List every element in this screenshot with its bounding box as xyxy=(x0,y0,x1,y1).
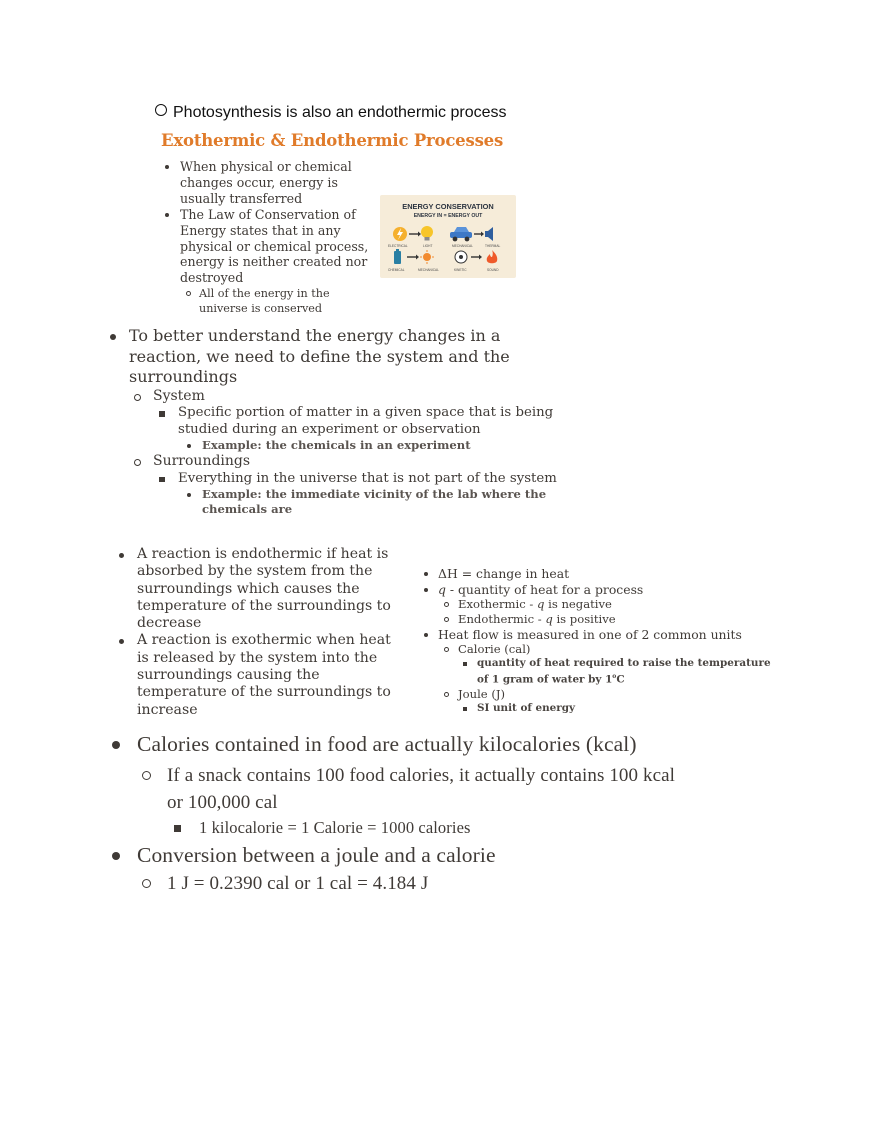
energy-label: LIGHT xyxy=(423,244,433,248)
energy-conservation-illustration xyxy=(380,195,516,278)
car-icon xyxy=(450,227,472,241)
list-item-text: Heat flow is measured in one of 2 common units xyxy=(438,626,742,642)
conversion-item: 1 J = 0.2390 cal or 1 cal = 4.184 J xyxy=(167,870,677,897)
sub-list xyxy=(458,642,778,715)
q-symbol: q xyxy=(537,597,545,611)
list-item-text: To better understand the energy changes in a reaction, we need to define the system and the surroundings xyxy=(129,326,510,386)
energy-label: CHEMICAL xyxy=(388,268,405,272)
joule-label: Joule (J) xyxy=(458,687,506,702)
energy-label: ELECTRICAL xyxy=(388,244,408,248)
list-item: ΔH = change in heat xyxy=(438,566,778,582)
list-item: A reaction is endothermic if heat is absorbed by the system from the surroundings which causes the temperature of the surroundings to decrease xyxy=(137,546,407,632)
conservation-list xyxy=(180,159,380,316)
sun-icon xyxy=(420,250,434,264)
system-item xyxy=(153,388,569,454)
sub-list-item xyxy=(458,597,778,612)
list-item-text: Conversion between a joule and a calorie xyxy=(137,843,496,867)
heat-terms-list xyxy=(438,566,778,715)
sub-list-text: If a snack contains 100 food calories, it actually contains 100 kcal or 100,000 cal xyxy=(167,765,676,813)
definition-text: Specific portion of matter in a given space that is being studied during an experiment or observation xyxy=(178,405,554,437)
speaker-icon xyxy=(485,227,493,241)
sub-list xyxy=(199,817,677,839)
list-item xyxy=(438,582,778,627)
energy-icons xyxy=(380,195,516,278)
sub-list xyxy=(178,471,569,518)
exo-sign: is negative xyxy=(544,597,612,611)
sub-list xyxy=(477,702,778,715)
energy-label: SOUND xyxy=(487,268,499,272)
intro-line xyxy=(155,104,507,122)
sub-list xyxy=(167,870,677,897)
list-item-text: Calories contained in food are actually kilocalories (kcal) xyxy=(137,732,637,756)
exo-label: Exothermic - xyxy=(458,597,537,611)
surroundings-label: Surroundings xyxy=(153,453,251,469)
arrow-icon xyxy=(474,232,484,237)
list-item: When physical or chemical changes occur, energy is usually transferred xyxy=(180,159,380,207)
arrow-icon xyxy=(407,255,419,260)
definition-text: quantity of heat required to raise the temperature of 1 gram of water by 1 xyxy=(477,656,771,686)
intro-text: Photosynthesis is also an endothermic process xyxy=(173,104,507,121)
system-definition xyxy=(178,405,569,453)
battery-icon xyxy=(394,249,401,264)
system-label: System xyxy=(153,387,205,404)
calorie-conversion-section xyxy=(137,730,677,897)
sub-list-item xyxy=(458,612,778,627)
hollow-bullet-icon xyxy=(155,104,167,116)
q-symbol: q xyxy=(545,611,553,626)
list-item xyxy=(137,841,677,897)
surroundings-item xyxy=(153,453,569,517)
sub-list xyxy=(202,438,569,453)
lightbulb-icon xyxy=(421,226,433,241)
list-item xyxy=(129,326,569,517)
example-item: Example: the immediate vicinity of the lab where the chemicals are xyxy=(202,487,569,517)
arrow-icon xyxy=(471,255,482,260)
list-item xyxy=(180,207,380,317)
sub-list xyxy=(202,487,569,517)
sub-list xyxy=(458,597,778,627)
soccer-ball-icon xyxy=(455,251,467,263)
sub-list-item xyxy=(167,762,677,839)
section-heading: Exothermic & Endothermic Processes xyxy=(161,131,504,150)
endo-exo-definitions xyxy=(137,546,407,719)
joule-item xyxy=(458,687,778,715)
celsius-unit: C xyxy=(616,673,625,686)
list-item xyxy=(438,627,778,716)
list-item-text: The Law of Conservation of Energy states that in any physical or chemical process, energy is neither created nor destroyed xyxy=(180,206,369,286)
q-definition: - quantity of heat for a process xyxy=(445,581,644,597)
joule-definition: SI unit of energy xyxy=(477,702,778,715)
calorie-item xyxy=(458,642,778,687)
calorie-definition xyxy=(477,657,778,687)
definition-text: Everything in the universe that is not part of the system xyxy=(178,470,557,486)
calorie-label: Calorie (cal) xyxy=(458,642,531,657)
q-symbol: q xyxy=(438,581,446,597)
sub-list xyxy=(167,762,677,839)
list-item xyxy=(137,730,677,839)
surroundings-definition xyxy=(178,471,569,518)
sub-list xyxy=(477,657,778,687)
fire-icon xyxy=(487,250,498,263)
energy-label: MECHANICAL xyxy=(452,244,473,248)
example-item: Example: the chemicals in an experiment xyxy=(202,438,569,453)
system-surroundings-section xyxy=(129,326,569,517)
sub-list xyxy=(199,287,380,316)
sub-list xyxy=(153,388,569,518)
energy-label: KINETIC xyxy=(454,268,467,272)
energy-label: MECHANICAL xyxy=(418,268,439,272)
list-item: A reaction is exothermic when heat is released by the system into the surroundings causing the temperature of the surroundings to increase xyxy=(137,632,407,718)
lightning-icon xyxy=(393,227,407,241)
degree-sign: o xyxy=(612,673,617,681)
energy-label: THERMAL xyxy=(485,244,501,248)
sub-list-item: All of the energy in the universe is conserved xyxy=(199,287,380,316)
endo-label: Endothermic - xyxy=(458,611,546,626)
illustration-title: ENERGY CONSERVATION xyxy=(402,202,494,211)
endo-sign: is positive xyxy=(552,611,616,626)
conversion-item: 1 kilocalorie = 1 Calorie = 1000 calories xyxy=(199,817,677,839)
arrow-icon xyxy=(409,232,421,237)
sub-list xyxy=(178,405,569,453)
illustration-subtitle: ENERGY IN = ENERGY OUT xyxy=(413,213,483,219)
